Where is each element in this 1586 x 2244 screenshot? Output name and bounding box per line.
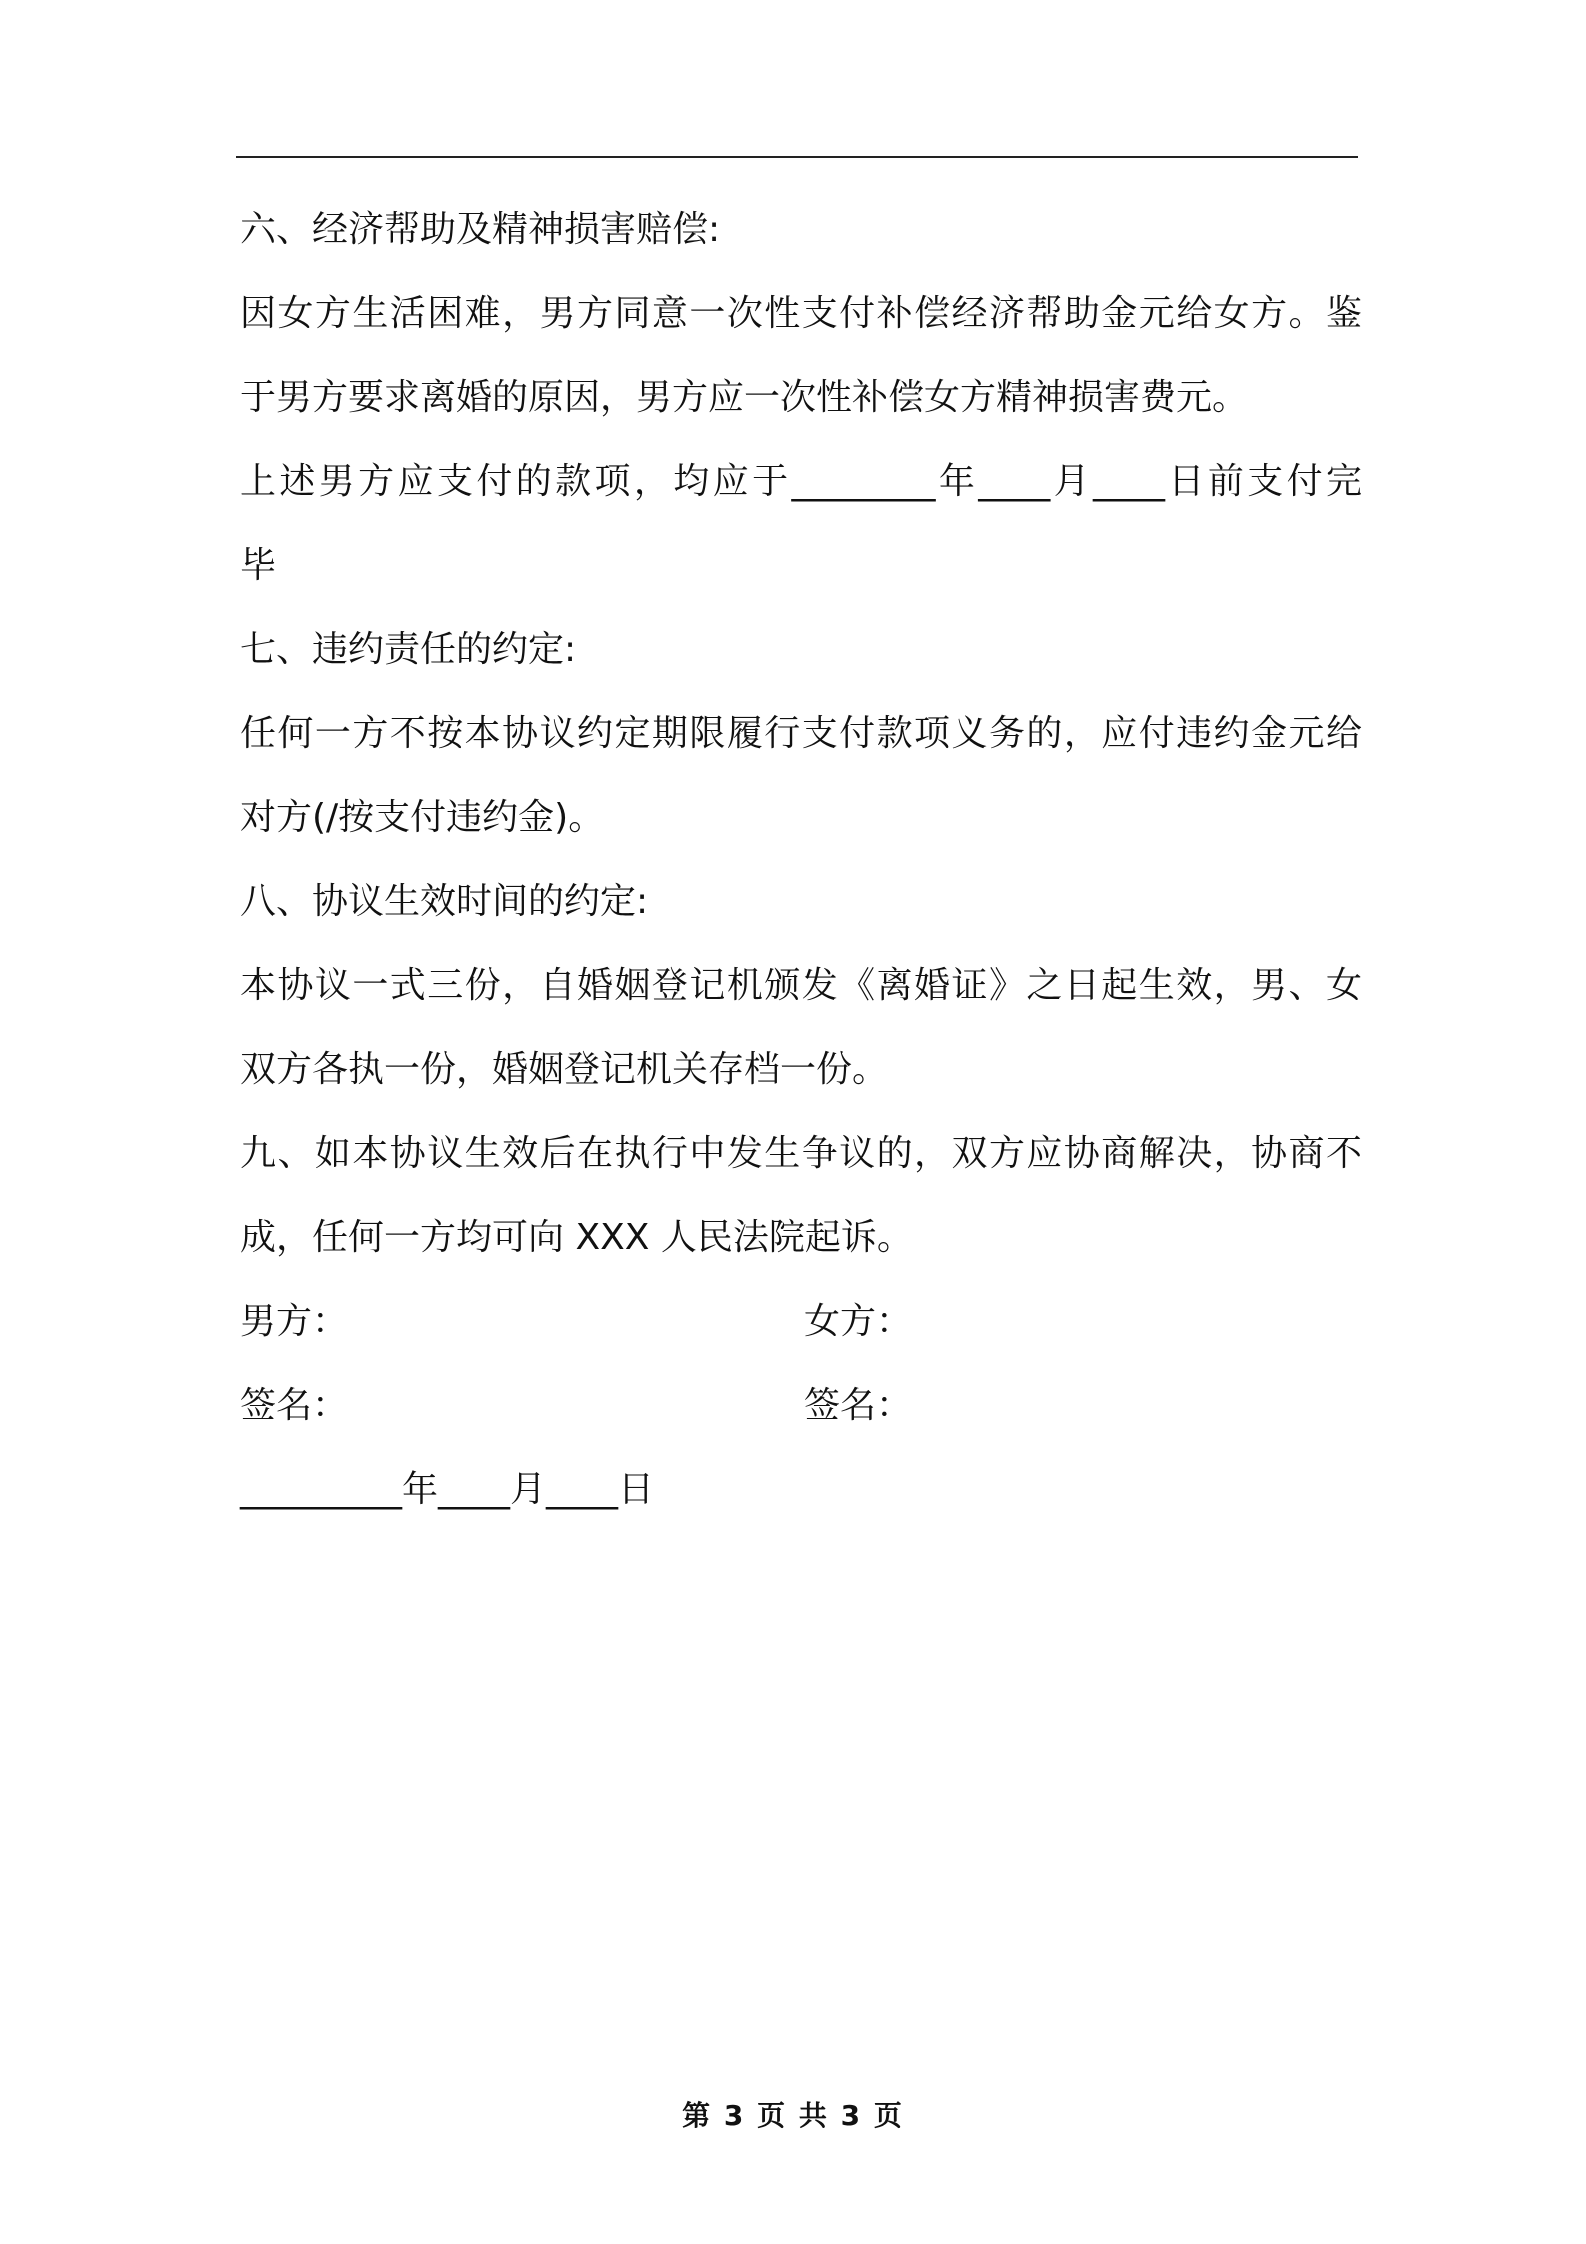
signature-labels-row (240, 1374, 1362, 1458)
section-9-paragraph-line-1: 九、如本协议生效后在执行中发生争议的，双方应协商解决，协商不 (240, 1133, 1362, 1174)
section-7-paragraph-line-1: 任何一方不按本协议约定期限履行支付款项义务的，应付违约金元给 (240, 713, 1362, 754)
section-8-heading: 八、协议生效时间的约定: (240, 881, 649, 922)
section-8-paragraph-line-2: 双方各执一份，婚姻登记机关存档一份。 (240, 1049, 889, 1090)
header-rule (236, 156, 1358, 158)
female-signature-label: 签名： (804, 1385, 913, 1426)
section-6-paragraph-2-line-1: 上述男方应支付的款项，均应于________年____月____日前支付完 (240, 461, 1362, 502)
section-6-heading: 六、经济帮助及精神损害赔偿: (240, 209, 721, 250)
section-6-paragraph-1-line-1: 因女方生活困难，男方同意一次性支付补偿经济帮助金元给女方。鉴 (240, 293, 1362, 334)
party-labels-row (240, 1290, 1362, 1374)
document-body (240, 198, 1362, 1542)
female-party-label: 女方： (804, 1301, 913, 1342)
section-6-paragraph-2-line-2: 毕 (240, 545, 277, 586)
section-7-heading: 七、违约责任的约定: (240, 629, 577, 670)
signing-date-line: _________年____月____日 (240, 1469, 654, 1510)
page-number-footer: 第 3 页 共 3 页 (682, 2099, 904, 2132)
section-6-paragraph-1-line-2: 于男方要求离婚的原因，男方应一次性补偿女方精神损害费元。 (240, 377, 1249, 418)
section-8-paragraph-line-1: 本协议一式三份，自婚姻登记机颁发《离婚证》之日起生效，男、女 (240, 965, 1362, 1006)
male-party-label: 男方： (240, 1301, 349, 1342)
section-7-paragraph-line-2: 对方(/按支付违约金)。 (240, 797, 605, 838)
section-9-paragraph-line-2: 成，任何一方均可向 XXX 人民法院起诉。 (240, 1217, 913, 1258)
male-signature-label: 签名： (240, 1385, 349, 1426)
